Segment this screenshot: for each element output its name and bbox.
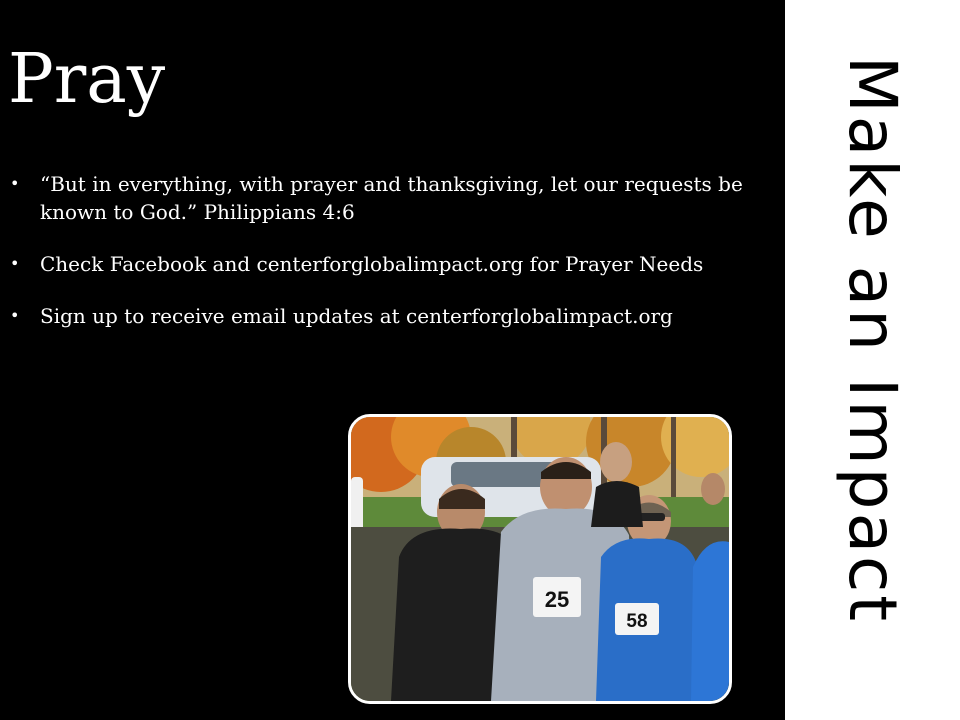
bullet-item-prayer-needs [8, 250, 778, 278]
group-prayer-photo [348, 414, 732, 704]
bullet-text: Check Facebook and centerforglobalimpact.org for Prayer Needs [40, 252, 704, 276]
photo-illustration [351, 417, 729, 701]
side-title: Make an Impact [834, 55, 911, 625]
race-bib-number: 58 [626, 611, 648, 632]
race-bib-number: 25 [544, 587, 570, 612]
bullet-icon: • [10, 254, 20, 273]
slide-title: Pray [8, 40, 166, 119]
bullet-icon: • [10, 174, 20, 193]
bullet-icon: • [10, 306, 20, 325]
bullet-text: Sign up to receive email updates at centerforglobalimpact.org [40, 304, 673, 328]
bullet-list [8, 170, 778, 354]
bullet-text: “But in everything, with prayer and thanksgiving, let our requests be known to God.” Philippians 4:6 [40, 172, 743, 224]
bullet-item-email-updates [8, 302, 778, 330]
bullet-item-scripture [8, 170, 778, 226]
